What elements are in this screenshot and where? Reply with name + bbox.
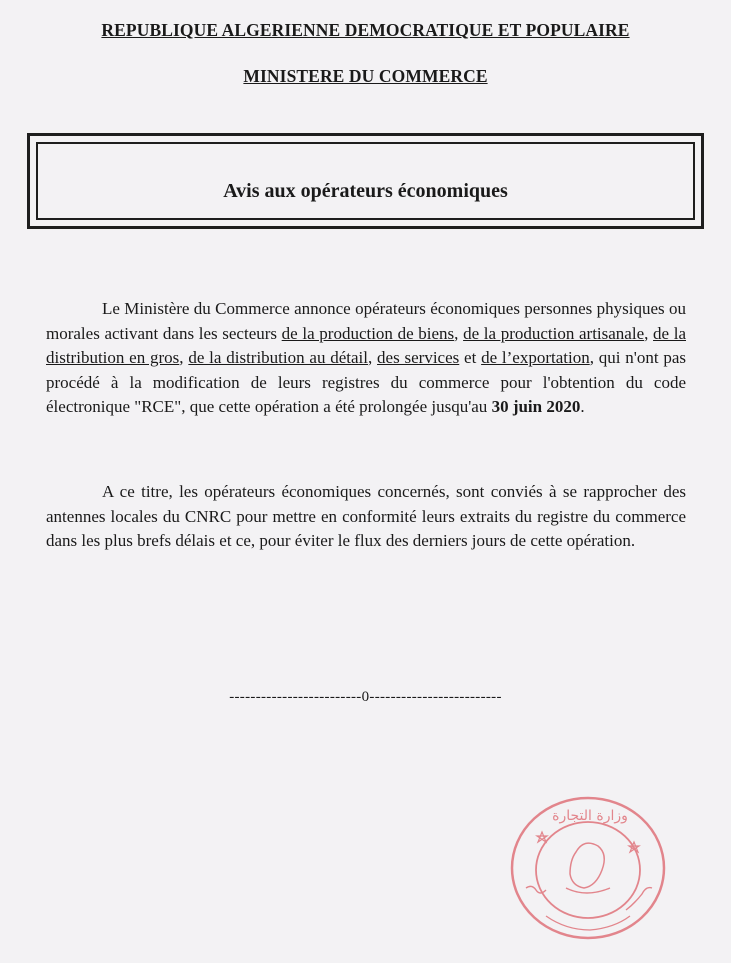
title-frame-inner	[36, 142, 695, 220]
sector-production-biens: de la production de biens	[281, 323, 455, 343]
sector-services: des services	[377, 348, 460, 367]
text-segment: .	[580, 397, 585, 416]
text-segment: ,	[179, 348, 189, 367]
separator-line: -------------------------0-------------------------	[229, 689, 502, 705]
title-frame	[27, 133, 704, 229]
stamp-text: وزارة التجارة	[552, 808, 628, 824]
text-segment: ,	[644, 323, 654, 343]
text-segment: Le Ministère du Commerce annonce opérateurs économiques personnes physiques ou morales activant dans les secteurs	[46, 299, 686, 343]
paragraph-announcement	[46, 297, 686, 420]
sector-distribution-detail: de la distribution au détail	[188, 348, 368, 367]
text-segment: ,	[454, 323, 464, 343]
deadline-date: 30 juin 2020	[491, 397, 581, 416]
text-segment: et	[459, 348, 482, 367]
sector-production-artisanale: de la production artisanale	[463, 323, 645, 343]
notice-title: Avis aux opérateurs économiques	[223, 180, 508, 202]
header-republic: REPUBLIQUE ALGERIENNE DEMOCRATIQUE ET POPULAIRE	[101, 20, 630, 40]
text-segment: ,	[368, 348, 378, 367]
paragraph-instructions: A ce titre, les opérateurs économiques concernés, sont conviés à se rapprocher des antennes locales du CNRC pour mettre en conformité leurs extraits du registre du commerce dans les plus brefs délais et ce, pour éviter le flux des derniers jours de cette opération.	[46, 482, 686, 550]
sector-exportation: de l’exportation	[481, 348, 590, 367]
header-ministry: MINISTERE DU COMMERCE	[243, 66, 488, 86]
sector-distribution-gros: de la distribution en gros	[46, 323, 686, 367]
text-segment: , qui n'ont pas procédé à la modification de leurs registres du commerce pour l'obtention du code électronique "RCE", que cette opération a été prolongée jusqu'au	[46, 348, 687, 416]
official-seal-stamp	[506, 792, 666, 942]
